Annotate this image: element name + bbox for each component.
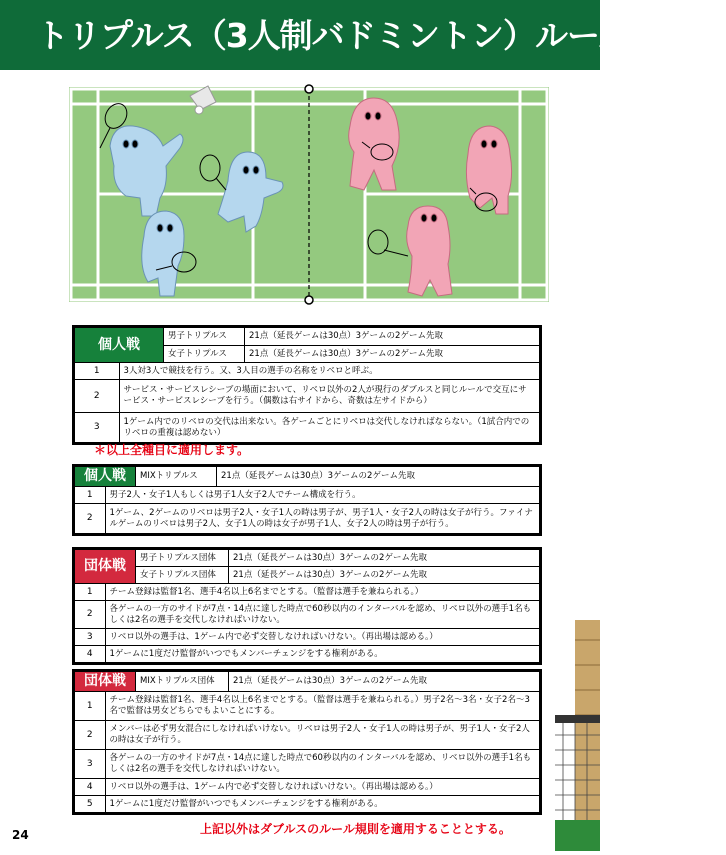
- page-number: 24: [12, 828, 29, 842]
- section-team-triples: [72, 547, 542, 665]
- applies-to-all-note: ＊以上全種目に適用します。: [94, 443, 250, 457]
- section-badge: 個人戦: [75, 467, 136, 487]
- section-team-mix: [72, 669, 542, 815]
- event-rule: 21点（延長ゲームは30点）3ゲームの2ゲーム先取: [217, 467, 540, 487]
- page-title: トリプルス（3人制バドミントン）ルール（案）: [36, 16, 726, 55]
- event-rule: 21点（延長ゲームは30点）3ゲームの2ゲーム先取: [245, 328, 540, 346]
- rule-text: 各ゲームの一方のサイドが7点・14点に達した時点で60秒以内のインターバルを認め、リベロ以外の選手1名もしくは2名の選手を交代しなければいけない。: [105, 750, 540, 779]
- event-rule: 21点（延長ゲームは30点）3ゲームの2ゲーム先取: [229, 672, 540, 692]
- event-rule: 21点（延長ゲームは30点）3ゲームの2ゲーム先取: [245, 346, 540, 363]
- court-illustration: [68, 86, 550, 303]
- rule-number: 1: [75, 692, 106, 721]
- rule-number: 4: [75, 646, 106, 663]
- rule-text: サービス・サービスレシーブの場面において、リベロ以外の2人が現行のダブルスと同じルールで交互にサービス・サービスレシーブを行う。（偶数は右サイドから、奇数は左サイドから）: [119, 380, 540, 413]
- rule-text: メンバーは必ず男女混合にしなければいけない。リベロは男子2人・女子1人の時は男子が、男子1人・女子2人の時は女子が行う。: [105, 721, 540, 750]
- rule-text: 各ゲームの一方のサイドが7点・14点に達した時点で60秒以内のインターバルを認め、リベロ以外の選手1名もしくは2名の選手を交代しなければいけない。: [105, 601, 540, 629]
- rule-number: 1: [75, 363, 120, 380]
- rule-text: 3人対3人で競技を行う。又、3人目の選手の名称をリベロと呼ぶ。: [119, 363, 540, 380]
- footer-note: 上記以外はダブルスのルール規則を適用することとする。: [200, 822, 511, 836]
- page-header: [0, 0, 726, 70]
- net-post-top: [305, 85, 313, 93]
- event-name: 男子トリプルス団体: [136, 550, 229, 567]
- rule-number: 3: [75, 750, 106, 779]
- rule-text: チーム登録は監督1名、選手4名以上6名までとする。（監督は選手を兼ねられる。）男子2名～3名・女子2名～3名で監督は男女どちらでもよいことにする。: [105, 692, 540, 721]
- rule-number: 3: [75, 629, 106, 646]
- section-badge: 団体戦: [75, 550, 136, 584]
- section-badge: 個人戦: [75, 328, 164, 363]
- rule-number: 4: [75, 779, 106, 796]
- rule-number: 1: [75, 584, 106, 601]
- event-name: MIXトリプルス団体: [136, 672, 229, 692]
- court-svg: [68, 86, 550, 303]
- rule-number: 2: [75, 601, 106, 629]
- rule-text: 1ゲーム内でのリベロの交代は出来ない。各ゲームごとにリベロは交代しなければならない。（1試合内でのリベロの重複は認めない）: [119, 413, 540, 443]
- net-decoration: [555, 620, 600, 851]
- rule-number: 5: [75, 796, 106, 813]
- section-individual-mix: [72, 464, 542, 536]
- rule-text: リベロ以外の選手は、1ゲーム内で必ず交替しなければいけない。（再出場は認める。）: [105, 629, 540, 646]
- rule-number: 2: [75, 504, 106, 534]
- event-name: 男子トリプルス: [164, 328, 245, 346]
- rule-text: 1ゲームに1度だけ監督がいつでもメンバーチェンジをする権利がある。: [105, 796, 540, 813]
- event-rule: 21点（延長ゲームは30点）3ゲームの2ゲーム先取: [229, 550, 540, 567]
- event-name: MIXトリプルス: [136, 467, 217, 487]
- rule-number: 2: [75, 380, 120, 413]
- pink-player-2: [466, 126, 511, 214]
- event-name: 女子トリプルス団体: [136, 567, 229, 584]
- rule-text: 男子2人・女子1人もしくは男子1人女子2人でチーム構成を行う。: [105, 487, 540, 504]
- rule-text: リベロ以外の選手は、1ゲーム内で必ず交替しなければいけない。（再出場は認める。）: [105, 779, 540, 796]
- section-badge: 団体戦: [75, 672, 136, 692]
- rule-number: 1: [75, 487, 106, 504]
- rule-text: 1ゲーム、2ゲームのリベロは男子2人・女子1人の時は男子が、男子1人・女子2人の時は女子が行う。ファイナルゲームのリベロは男子2人、女子1人の時は女子が男子1人、女子2人の時は男子が行う。: [105, 504, 540, 534]
- event-name: 女子トリプルス: [164, 346, 245, 363]
- rule-text: チーム登録は監督1名、選手4名以上6名までとする。（監督は選手を兼ねられる。）: [105, 584, 540, 601]
- section-individual-triples: [72, 325, 542, 445]
- rule-text: 1ゲームに1度だけ監督がいつでもメンバーチェンジをする権利がある。: [105, 646, 540, 663]
- rule-number: 3: [75, 413, 120, 443]
- event-rule: 21点（延長ゲームは30点）3ゲームの2ゲーム先取: [229, 567, 540, 584]
- net-post-bottom: [305, 296, 313, 304]
- rule-number: 2: [75, 721, 106, 750]
